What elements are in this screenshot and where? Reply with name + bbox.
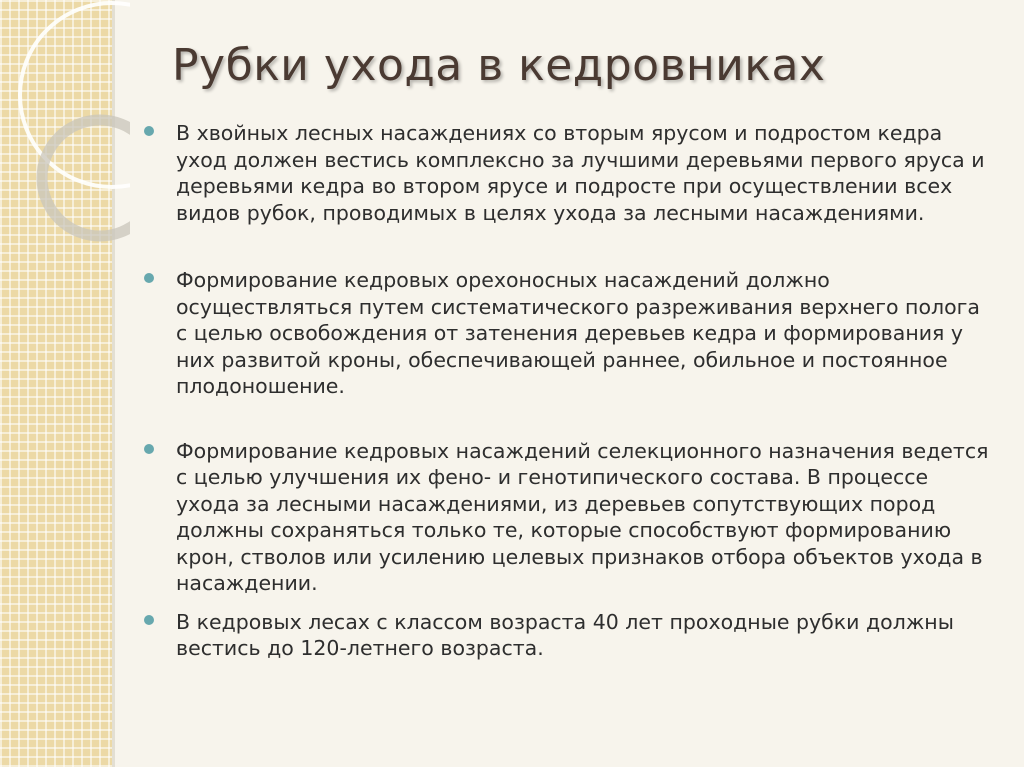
decorative-circles	[0, 0, 130, 260]
bullet-text: В хвойных лесных насаждениях со вторым ярусом и подростом кедра уход должен вестись комплексно за лучшими деревьями первого яруса и деревьями кедра во втором ярусе и подросте при осуществлении всех видов рубок, проводимых в целях ухода за лесными насаждениями.	[176, 121, 985, 225]
bullet-dot-icon	[144, 615, 154, 625]
bullet-text: Формирование кедровых насаждений селекционного назначения ведется с целью улучшения их фено- и генотипического состава. В процессе ухода за лесными насаждениями, из деревьев сопутствующих пород должны сохраняться только те, которые способствуют формированию крон, стволов или усилению целевых признаков отбора объектов ухода в насаждении.	[176, 438, 989, 595]
bullet-dot-icon	[144, 273, 154, 283]
bullet-dot-icon	[144, 126, 154, 136]
bullet-item	[142, 438, 992, 597]
bullet-item	[142, 267, 992, 400]
bullet-list	[142, 120, 992, 662]
bullet-dot-icon	[144, 444, 154, 454]
bullet-text: В кедровых лесах с классом возраста 40 лет проходные рубки должны вестись до 120-летнего возраста.	[176, 609, 954, 660]
bullet-text: Формирование кедровых орехоносных насаждений должно осуществляться путем систематического разреживания верхнего полога с целью освобождения от затенения деревьев кедра и формирования у них развитой кроны, обеспечивающей раннее, обильное и постоянное плодоношение.	[176, 268, 980, 398]
bullet-item	[142, 120, 992, 226]
slide-title: Рубки ухода в кедровниках	[172, 40, 826, 91]
bullet-item	[142, 609, 992, 662]
